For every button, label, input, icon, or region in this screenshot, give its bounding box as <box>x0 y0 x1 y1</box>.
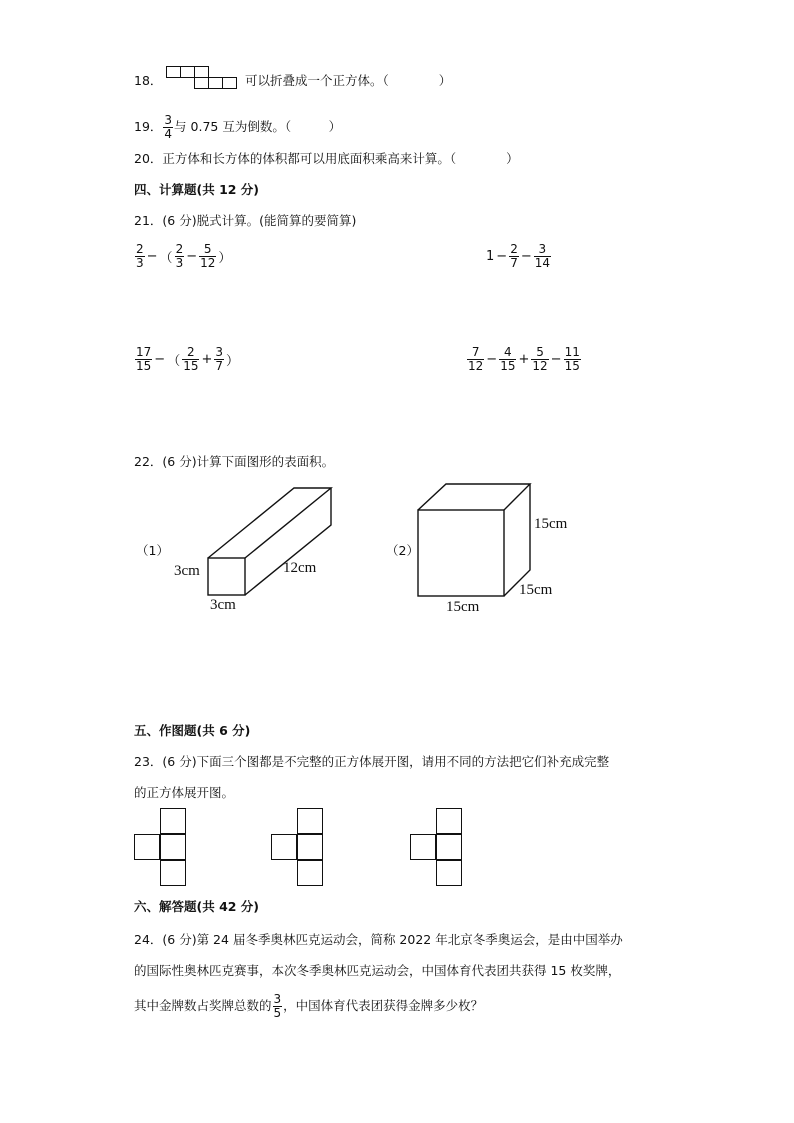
operator: + <box>518 352 530 367</box>
numerator: 3 <box>273 992 282 1006</box>
fraction <box>509 243 519 270</box>
incomplete-net-1 <box>134 808 188 890</box>
question-20: 20．正方体和长方体的体积都可以用底面积乘高来计算。（ ） <box>134 151 519 166</box>
net-square <box>271 834 297 860</box>
numerator: 3 <box>538 242 547 256</box>
cube-front-face <box>418 510 504 596</box>
question-number: 19． <box>134 119 163 134</box>
incomplete-net-2 <box>271 808 327 890</box>
operator: + <box>201 352 213 367</box>
cube-figure <box>412 480 537 598</box>
numerator: 5 <box>203 242 212 256</box>
numerator: 17 <box>136 345 152 359</box>
net-diagram-small <box>166 66 242 96</box>
incomplete-net-3 <box>410 808 466 890</box>
denominator: 4 <box>164 127 173 141</box>
paren: （ <box>167 354 181 369</box>
cuboid-front-face <box>208 558 245 595</box>
paren: ） <box>226 354 240 369</box>
fraction <box>499 346 516 373</box>
net-square <box>436 860 462 886</box>
question-24-line-1: 24．(6 分)第 24 届冬季奥林匹克运动会，简称 2022 年北京冬季奥运会，是由中国举办 <box>134 932 623 947</box>
paren: ） <box>218 251 232 266</box>
paren: （ <box>159 251 173 266</box>
operator: − <box>496 249 508 264</box>
numerator: 7 <box>471 345 480 359</box>
numerator: 2 <box>510 242 518 256</box>
operator: − <box>550 352 562 367</box>
operator: − <box>154 352 166 367</box>
fraction <box>175 243 185 270</box>
question-19-text: 与 0.75 互为倒数。（ ） <box>174 119 342 134</box>
fraction <box>564 346 581 373</box>
net-square <box>160 808 186 834</box>
cuboid-figure <box>200 480 360 605</box>
net-square <box>160 834 186 860</box>
section-title-answers: 六、解答题(共 42 分) <box>134 899 260 914</box>
question-24-line-3 <box>134 993 483 1020</box>
section-title-drawing: 五、作图题(共 6 分) <box>134 723 251 738</box>
denominator: 7 <box>215 359 224 373</box>
fraction <box>182 346 199 373</box>
denominator: 15 <box>564 359 580 373</box>
expression-3 <box>134 346 240 373</box>
section-title-calc: 四、计算题(共 12 分) <box>134 182 260 197</box>
numerator: 3 <box>215 345 224 359</box>
net-square <box>297 834 323 860</box>
net-square <box>160 860 186 886</box>
net-square <box>208 77 223 89</box>
text-segment: ，中国体育代表团获得金牌多少枚？ <box>283 998 484 1013</box>
cube-side-edges <box>504 484 530 596</box>
denominator: 14 <box>534 256 551 270</box>
cube-bottom-label: 15cm <box>446 599 480 615</box>
net-square <box>180 66 195 78</box>
net-square <box>222 77 237 89</box>
figure-2-label: （2） <box>386 543 419 558</box>
denominator: 15 <box>183 359 199 373</box>
cuboid-width-label: 3cm <box>210 597 236 613</box>
question-18-text: 可以折叠成一个正方体。（ ） <box>245 73 452 88</box>
denominator: 3 <box>136 256 144 270</box>
net-square <box>297 860 323 886</box>
expression-1 <box>134 243 232 270</box>
fraction <box>163 114 173 141</box>
question-23-line-2: 的正方体展开图。 <box>134 785 235 800</box>
expression-4 <box>466 346 582 373</box>
cube-depth-label: 15cm <box>519 582 553 598</box>
question-21: 21．(6 分)脱式计算。(能简算的要简算) <box>134 213 357 228</box>
denominator: 3 <box>175 256 184 270</box>
denominator: 15 <box>136 359 152 373</box>
denominator: 12 <box>200 256 216 270</box>
cuboid-length-label: 12cm <box>283 560 317 576</box>
cube-top-face <box>418 484 530 510</box>
numerator: 2 <box>175 242 184 256</box>
denominator: 15 <box>500 359 516 373</box>
denominator: 12 <box>468 359 484 373</box>
question-24-line-2: 的国际性奥林匹克赛事，本次冬季奥林匹克运动会，中国体育代表团共获得 15 枚奖牌， <box>134 963 621 978</box>
net-square <box>436 808 462 834</box>
question-22: 22．(6 分)计算下面图形的表面积。 <box>134 454 335 469</box>
denominator: 12 <box>532 359 548 373</box>
cuboid-height-label: 3cm <box>174 563 200 579</box>
net-square <box>134 834 160 860</box>
numerator: 5 <box>536 345 544 359</box>
fraction <box>135 346 152 373</box>
denominator: 7 <box>510 256 518 270</box>
fraction <box>531 346 548 373</box>
operator: − <box>186 249 198 264</box>
cuboid-side-edges <box>245 488 331 595</box>
net-square <box>436 834 462 860</box>
numerator: 11 <box>564 345 580 359</box>
fraction <box>214 346 224 373</box>
denominator: 5 <box>273 1006 282 1020</box>
operator: − <box>520 249 532 264</box>
figure-1-label: （1） <box>136 543 169 558</box>
cube-right-label: 15cm <box>534 516 568 532</box>
numerator: 3 <box>164 113 173 127</box>
net-square <box>410 834 436 860</box>
net-square <box>166 66 181 78</box>
text-segment: 其中金牌数占奖牌总数的 <box>134 998 272 1013</box>
question-number: 18． <box>134 73 163 88</box>
numerator: 2 <box>187 345 195 359</box>
cuboid-top-face <box>208 488 331 558</box>
fraction <box>135 243 145 270</box>
net-square <box>194 77 209 89</box>
fraction <box>199 243 216 270</box>
expression-2 <box>485 243 552 270</box>
number: 1 <box>486 249 495 264</box>
fraction <box>273 993 283 1020</box>
net-square <box>297 808 323 834</box>
fraction <box>467 346 484 373</box>
operator: − <box>486 352 498 367</box>
question-23-line-1: 23．(6 分)下面三个图都是不完整的正方体展开图，请用不同的方法把它们补充成完整 <box>134 754 610 769</box>
question-18 <box>134 72 162 90</box>
numerator: 4 <box>504 345 512 359</box>
operator: − <box>146 249 158 264</box>
question-19 <box>134 114 341 141</box>
fraction <box>534 243 551 270</box>
numerator: 2 <box>136 242 144 256</box>
